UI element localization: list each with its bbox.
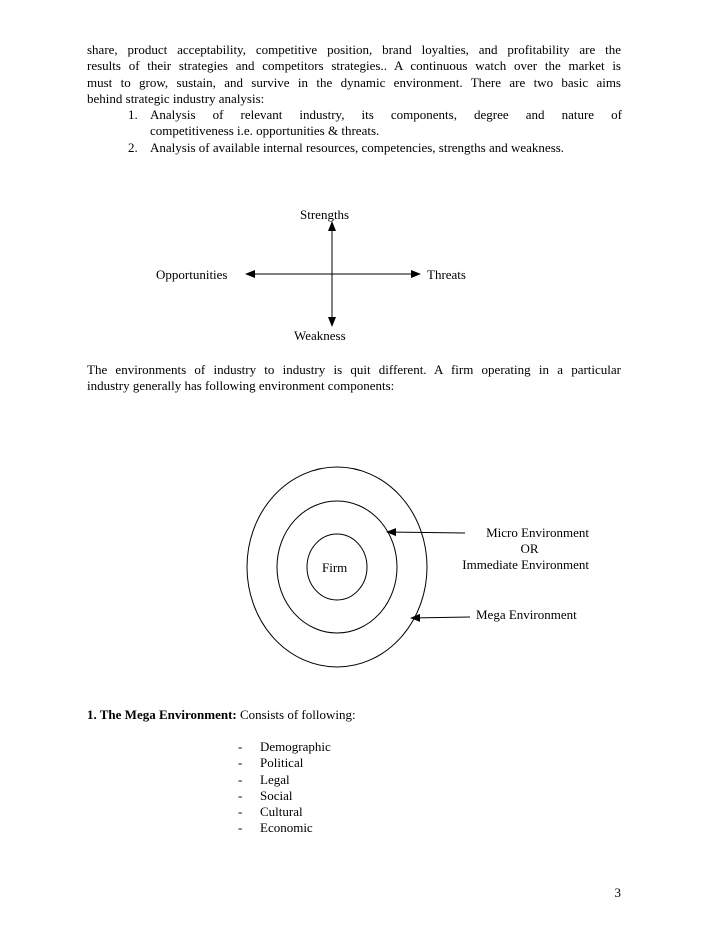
firm-label: Firm	[322, 560, 348, 575]
mega-environment-label: Mega Environment	[476, 607, 577, 622]
list-text: competitiveness i.e. opportunities & threats.	[150, 123, 380, 139]
paragraph-line: industry generally has following environment components:	[87, 378, 395, 394]
page-number: 3	[614, 885, 621, 900]
environments-paragraph	[87, 362, 621, 395]
swot-label-threats: Threats	[427, 267, 466, 282]
intro-line: results of their strategies and competitors strategies.. A continuous watch over the market is	[87, 58, 621, 74]
list-number: 1.	[128, 107, 138, 122]
section-subtitle: Consists of following:	[236, 707, 356, 722]
list-text: Analysis of relevant industry, its components, degree and nature of	[150, 107, 622, 122]
list-item: - Political	[238, 755, 304, 771]
paragraph-line: The environments of industry to industry is quit different. A firm operating in a particular	[87, 362, 621, 377]
or-label: OR	[520, 541, 539, 556]
list-text: Analysis of available internal resources, competencies, strengths and weakness.	[150, 139, 565, 155]
immediate-environment-label: Immediate Environment	[462, 557, 589, 572]
mega-items-list	[238, 739, 331, 837]
list-item: - Economic	[238, 820, 313, 836]
list-text: Demographic	[260, 739, 331, 754]
list-item: - Social	[238, 787, 293, 803]
list-number: 2.	[128, 139, 138, 155]
list-text: Legal	[260, 771, 290, 787]
list-text: Cultural	[260, 804, 303, 820]
list-item: - Cultural	[238, 804, 303, 820]
list-item: - Legal	[238, 771, 290, 787]
mega-section-heading-line	[87, 707, 356, 723]
list-text: Social	[260, 787, 293, 803]
list-text: Economic	[260, 820, 313, 836]
swot-label-weakness: Weakness	[294, 328, 346, 343]
swot-label-strengths: Strengths	[300, 207, 350, 222]
mega-pointer-arrow	[411, 617, 470, 618]
list-item: - Demographic	[238, 739, 331, 754]
intro-line: behind strategic industry analysis:	[87, 90, 265, 106]
swot-label-opportunities: Opportunities	[156, 267, 228, 282]
micro-environment-label: Micro Environment	[486, 525, 589, 540]
intro-line: must to grow, sustain, and survive in the dynamic environment. There are two basic aims	[87, 74, 621, 90]
intro-line: share, product acceptability, competitive position, brand loyalties, and profitability are the	[87, 42, 621, 57]
section-heading: 1. The Mega Environment:	[87, 707, 237, 722]
list-text: Political	[260, 755, 304, 771]
